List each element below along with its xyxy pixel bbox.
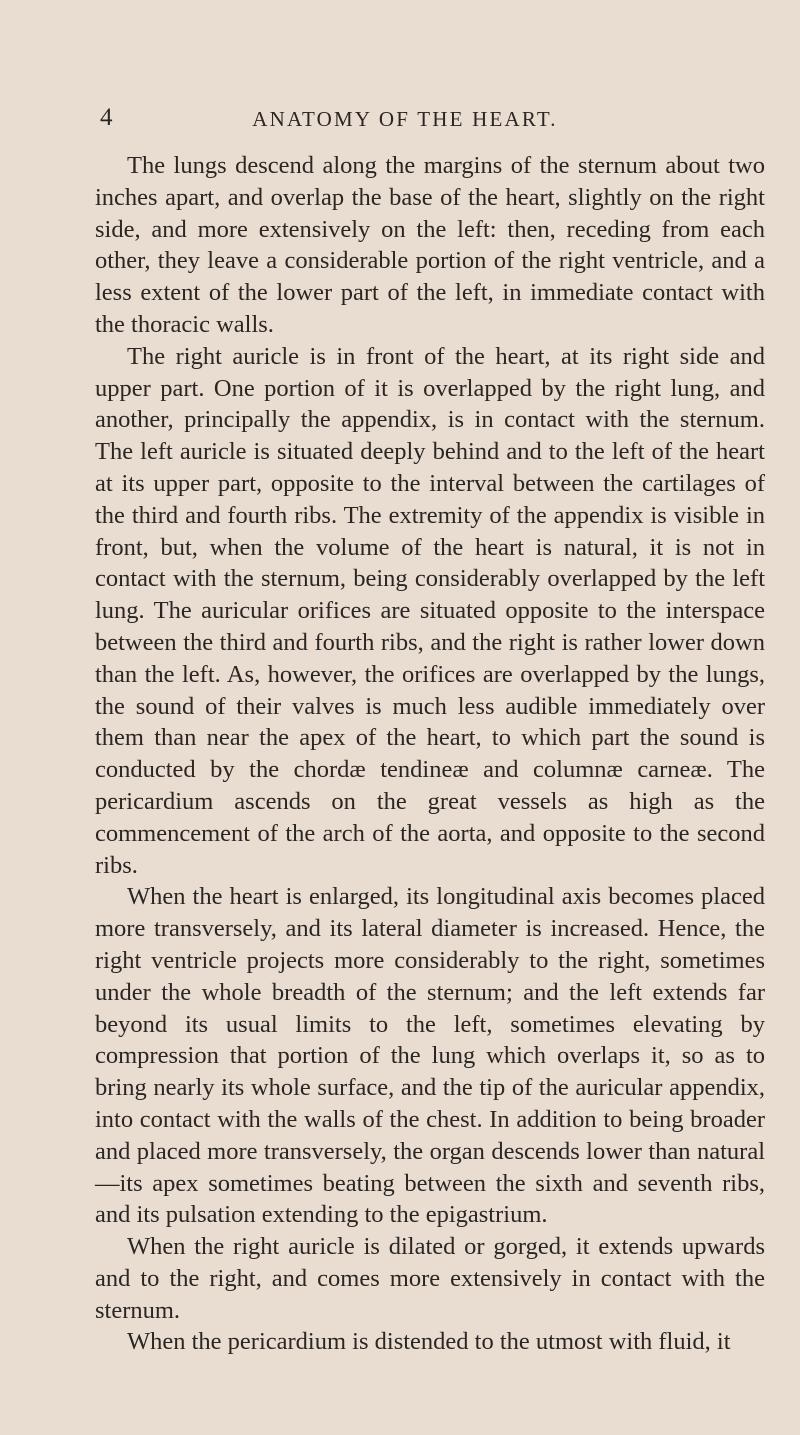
running-head: ANATOMY OF THE HEART. <box>252 107 558 131</box>
page-number: 4 <box>100 104 114 131</box>
paragraph: When the right auricle is dilated or gorged, it extends upwards and to the right, and comes more extensively in contact with the sternum. <box>95 1233 765 1324</box>
body-text <box>95 150 765 1358</box>
paragraph: When the pericardium is distended to the utmost with fluid, it <box>127 1328 731 1356</box>
paragraph: When the heart is enlarged, its longitudinal axis becomes placed more transversely, and its lateral diameter is increased. Hence, the right ventricle projects more considerably to the right, sometimes under the whole breadth of the sternum; and the left extends far beyond its usual limits to the left, sometimes elevating by compression that portion of the lung which overlaps it, so as to bring nearly its whole surface, and the tip of the auricular appendix, into contact with the walls of the chest. In addition to being broader and placed more transversely, the organ descends lower than natural—its apex sometimes beating between the sixth and seventh ribs, and its pulsation extending to the epigastrium. <box>95 883 765 1229</box>
page-header <box>40 104 770 140</box>
paragraph: The right auricle is in front of the heart, at its right side and upper part. One portion of it is overlapped by the right lung, and another, principally the appendix, is in contact with the sternum. The left auricle is situated deeply behind and to the left of the heart at its upper part, opposite to the interval between the cartilages of the third and fourth ribs. The extremity of the appendix is visible in front, but, when the volume of the heart is natural, it is not in contact with the sternum, being considerably overlapped by the left lung. The auricular orifices are situated opposite to the interspace between the third and fourth ribs, and the right is rather lower down than the left. As, however, the orifices are overlapped by the lungs, the sound of their valves is much less audible immediately over them than near the apex of the heart, to which part the sound is conducted by the chordæ tendineæ and columnæ carneæ. The pericardium ascends on the great vessels as high as the commencement of the arch of the aorta, and opposite to the second ribs. <box>95 342 765 879</box>
paragraph: The lungs descend along the margins of the sternum about two inches apart, and overlap the base of the heart, slightly on the right side, and more extensively on the left: then, receding from each other, they leave a considerable portion of the right ventricle, and a less extent of the lower part of the left, in immediate contact with the thoracic walls. <box>95 152 765 338</box>
